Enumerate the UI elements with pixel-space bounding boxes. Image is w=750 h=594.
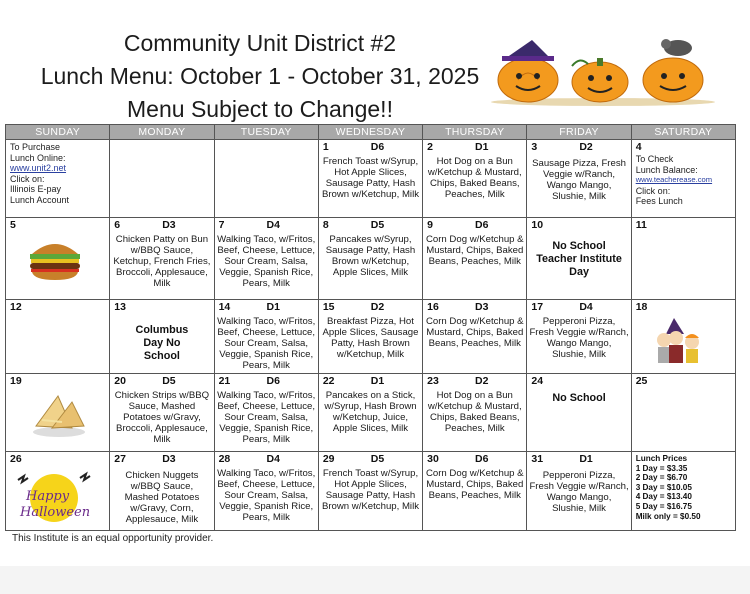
no-school-notice: No School Teacher Institute Day <box>536 240 622 278</box>
week-row <box>6 218 736 300</box>
menu-code: D2 <box>579 141 593 153</box>
price-line: 4 Day = $13.40 <box>635 492 692 502</box>
teacherease-link[interactable]: www.teacherease.com <box>635 175 713 184</box>
menu-code: D3 <box>162 453 176 465</box>
day-number: 19 <box>10 375 22 387</box>
day-cell <box>631 374 735 452</box>
day-number: 24 <box>531 375 544 387</box>
pumpkin-right-icon <box>643 39 703 102</box>
day-number: 27 <box>114 453 126 465</box>
day-number: 2 <box>427 141 433 153</box>
pumpkins-illustration <box>488 36 718 106</box>
price-line: 2 Day = $6.70 <box>635 473 688 483</box>
holiday-notice: Columbus Day No School <box>135 324 189 362</box>
no-school-notice: No School <box>552 392 606 404</box>
day-cell <box>631 218 735 300</box>
week-row <box>6 140 736 218</box>
menu-text: Walking Taco, w/Fritos, Beef, Cheese, Lettuce, Sour Cream, Salsa, Veggie, Spanish Rice, Pears, Milk <box>217 390 316 445</box>
day-number: 26 <box>10 453 22 465</box>
week-row <box>6 300 736 374</box>
page-bottom-strip <box>0 566 750 594</box>
weekday-header-row <box>6 125 736 140</box>
day-cell <box>631 452 735 531</box>
menu-text: French Toast w/Syrup, Hot Apple Slices, Sausage Patty, Hash Brown w/Ketchup, Milk <box>321 156 419 200</box>
day-number: 30 <box>427 453 439 465</box>
menu-code: D6 <box>475 453 489 465</box>
day-number: 20 <box>114 375 126 387</box>
day-cell-empty <box>110 140 214 218</box>
menu-text: Chicken Patty on Bun w/BBQ Sauce, Ketchup, French Fries, Broccoli, Applesauce, Milk <box>113 234 211 289</box>
menu-code: D6 <box>266 375 280 387</box>
day-number: 28 <box>218 453 231 465</box>
menu-text: Corn Dog w/Ketchup & Mustard, Chips, Baked Beans, Peaches, Milk <box>425 316 524 349</box>
balance-note <box>632 154 735 207</box>
purchase-note <box>6 140 109 205</box>
menu-code: D6 <box>370 141 385 153</box>
balance-note-line: Lunch Balance: <box>635 164 698 175</box>
day-number: 1 <box>322 141 329 153</box>
happy-halloween-art <box>10 470 102 522</box>
day-number: 3 <box>531 141 538 153</box>
day-cell <box>318 300 422 374</box>
day-number: 18 <box>635 301 648 313</box>
balance-note-line: Click on: <box>635 185 671 196</box>
day-number: 16 <box>427 301 439 313</box>
menu-text: Pancakes on a Stick, w/Syrup, Hash Brown w/Ketchup, Juice, Apple Slices, Milk <box>324 390 417 434</box>
day-number: 15 <box>322 301 335 313</box>
day-number: 29 <box>322 453 335 465</box>
quesadilla-icon <box>32 392 86 438</box>
menu-text: Corn Dog w/Ketchup & Mustard, Chips, Baked Beans, Peaches, Milk <box>425 468 524 501</box>
day-number: 5 <box>10 219 16 231</box>
menu-subtitle: Menu Subject to Change!! <box>127 96 393 122</box>
day-cell <box>6 374 110 452</box>
day-cell <box>6 140 110 218</box>
day-cell <box>110 218 214 300</box>
weekday-sunday: SUNDAY <box>6 125 110 140</box>
day-cell <box>423 374 527 452</box>
menu-code: D1 <box>266 301 280 313</box>
weekday-friday: FRIDAY <box>527 125 631 140</box>
day-cell <box>214 300 318 374</box>
menu-code: D3 <box>162 219 176 231</box>
day-number: 8 <box>322 219 329 231</box>
day-cell <box>110 452 214 531</box>
menu-code: D2 <box>475 375 489 387</box>
unit2-link[interactable]: www.unit2.net <box>10 163 67 173</box>
day-number: 11 <box>635 219 647 231</box>
day-cell <box>423 300 527 374</box>
menu-text: Walking Taco, w/Fritos, Beef, Cheese, Lettuce, Sour Cream, Salsa, Veggie, Spanish Rice, Pears, Milk <box>217 316 316 371</box>
balance-note-line: To Check <box>635 154 674 164</box>
day-number: 13 <box>114 301 126 313</box>
menu-code: D5 <box>370 219 385 231</box>
menu-code: D3 <box>475 301 489 313</box>
menu-code: D2 <box>370 301 385 313</box>
day-number: 31 <box>531 453 544 465</box>
day-cell <box>214 218 318 300</box>
day-number: 9 <box>427 219 433 231</box>
day-number: 7 <box>218 219 225 231</box>
day-cell <box>6 452 110 531</box>
menu-text: French Toast w/Syrup, Hot Apple Slices, Sausage Patty, Hash Brown w/Ketchup, Milk <box>321 468 419 512</box>
menu-code: D1 <box>579 453 593 465</box>
day-cell <box>318 374 422 452</box>
purchase-note-line: Click on: <box>10 173 45 184</box>
day-cell <box>318 140 422 218</box>
weekday-monday: MONDAY <box>110 125 214 140</box>
menu-text: Chicken Nuggets w/BBQ Sauce, Mashed Potatoes w/Gravy, Corn, Applesauce, Milk <box>124 470 200 525</box>
day-cell <box>423 218 527 300</box>
menu-code: D4 <box>266 453 280 465</box>
price-line: 5 Day = $16.75 <box>635 501 692 511</box>
day-cell <box>318 218 422 300</box>
day-number: 12 <box>10 301 22 313</box>
lunch-prices <box>632 452 735 523</box>
day-cell <box>527 218 631 300</box>
day-cell <box>318 452 422 531</box>
purchase-note-line: Lunch Online: <box>10 152 66 163</box>
menu-text: Corn Dog w/Ketchup & Mustard, Chips, Baked Beans, Peaches, Milk <box>425 234 524 267</box>
day-number: 22 <box>322 375 335 387</box>
day-cell <box>6 300 110 374</box>
menu-code: D4 <box>579 301 593 313</box>
purchase-note-line: Lunch Account <box>10 194 70 205</box>
day-cell <box>214 374 318 452</box>
day-cell <box>527 374 631 452</box>
lunch-calendar <box>5 124 736 531</box>
price-line: 1 Day = $3.35 <box>635 463 688 473</box>
price-line: 3 Day = $10.05 <box>635 482 692 492</box>
day-number: 17 <box>531 301 544 313</box>
header <box>0 0 750 122</box>
day-cell <box>527 300 631 374</box>
day-number: 21 <box>218 375 231 387</box>
day-cell <box>527 140 631 218</box>
menu-code: D1 <box>475 141 489 153</box>
prices-title: Lunch Prices <box>635 454 688 463</box>
menu-text: Breakfast Pizza, Hot Apple Slices, Sausage Patty, Hash Brown w/Ketchup, Milk <box>322 316 419 360</box>
equal-opportunity-footer: This Institute is an equal opportunity provider. <box>12 533 214 544</box>
day-cell <box>6 218 110 300</box>
menu-code: D1 <box>370 375 385 387</box>
week-row <box>6 374 736 452</box>
menu-code: D5 <box>162 375 176 387</box>
day-cell <box>527 452 631 531</box>
pumpkin-middle-icon <box>572 58 628 102</box>
day-number: 6 <box>114 219 121 231</box>
day-number: 14 <box>218 301 231 313</box>
day-cell <box>214 452 318 531</box>
day-cell <box>631 300 735 374</box>
menu-text: Hot Dog on a Bun w/Ketchup & Mustard, Chips, Baked Beans, Peaches, Milk <box>427 156 522 200</box>
menu-text: Pepperoni Pizza, Fresh Veggie w/Ranch, Wango Mango, Slushie, Milk <box>529 316 629 360</box>
halloween-kids-icon <box>652 316 708 368</box>
weekday-saturday: SATURDAY <box>631 125 735 140</box>
day-number: 25 <box>635 375 648 387</box>
menu-date-range: Lunch Menu: October 1 - October 31, 2025 <box>40 63 480 89</box>
day-cell <box>423 140 527 218</box>
weekday-tuesday: TUESDAY <box>214 125 318 140</box>
menu-text: Walking Taco, w/Fritos, Beef, Cheese, Lettuce, Sour Cream, Salsa, Veggie, Spanish Rice, Pears, Milk <box>217 468 316 523</box>
price-line: Milk only = $0.50 <box>635 511 701 521</box>
page-title: Community Unit District #2 <box>123 30 397 56</box>
day-number: 10 <box>531 219 544 231</box>
menu-text: Sausage Pizza, Fresh Veggie w/Ranch, Wango Mango, Slushie, Milk <box>532 158 626 202</box>
menu-code: D4 <box>266 219 280 231</box>
day-cell <box>631 140 735 218</box>
halloween-text: Halloween <box>20 505 91 520</box>
week-row <box>6 452 736 531</box>
day-number: 4 <box>635 141 642 153</box>
menu-text: Pancakes w/Syrup, Sausage Patty, Hash Brown w/Ketchup, Apple Slices, Milk <box>325 234 416 278</box>
day-cell <box>110 374 214 452</box>
menu-text: Pepperoni Pizza, Fresh Veggie w/Ranch, Wango Mango, Slushie, Milk <box>529 470 629 514</box>
hamburger-icon <box>28 238 82 280</box>
weekday-thursday: THURSDAY <box>423 125 527 140</box>
happy-text: Happy <box>26 489 70 504</box>
day-cell <box>110 300 214 374</box>
menu-text: Chicken Strips w/BBQ Sauce, Mashed Potatoes w/Gravy, Broccoli, Applesauce, Milk <box>114 390 210 445</box>
purchase-note-line: To Purchase <box>10 142 61 152</box>
menu-text: Hot Dog on a Bun w/Ketchup & Mustard, Chips, Baked Beans, Peaches, Milk <box>427 390 522 434</box>
weekday-wednesday: WEDNESDAY <box>318 125 422 140</box>
menu-text: Walking Taco, w/Fritos, Beef, Cheese, Lettuce, Sour Cream, Salsa, Veggie, Spanish Rice, Pears, Milk <box>217 234 316 289</box>
menu-code: D5 <box>370 453 385 465</box>
balance-note-line: Fees Lunch <box>635 196 683 206</box>
pumpkin-left-icon <box>498 40 558 102</box>
menu-code: D6 <box>475 219 489 231</box>
day-cell <box>423 452 527 531</box>
day-number: 23 <box>427 375 439 387</box>
day-cell-empty <box>214 140 318 218</box>
purchase-note-line: Illinois E-pay <box>10 184 62 194</box>
